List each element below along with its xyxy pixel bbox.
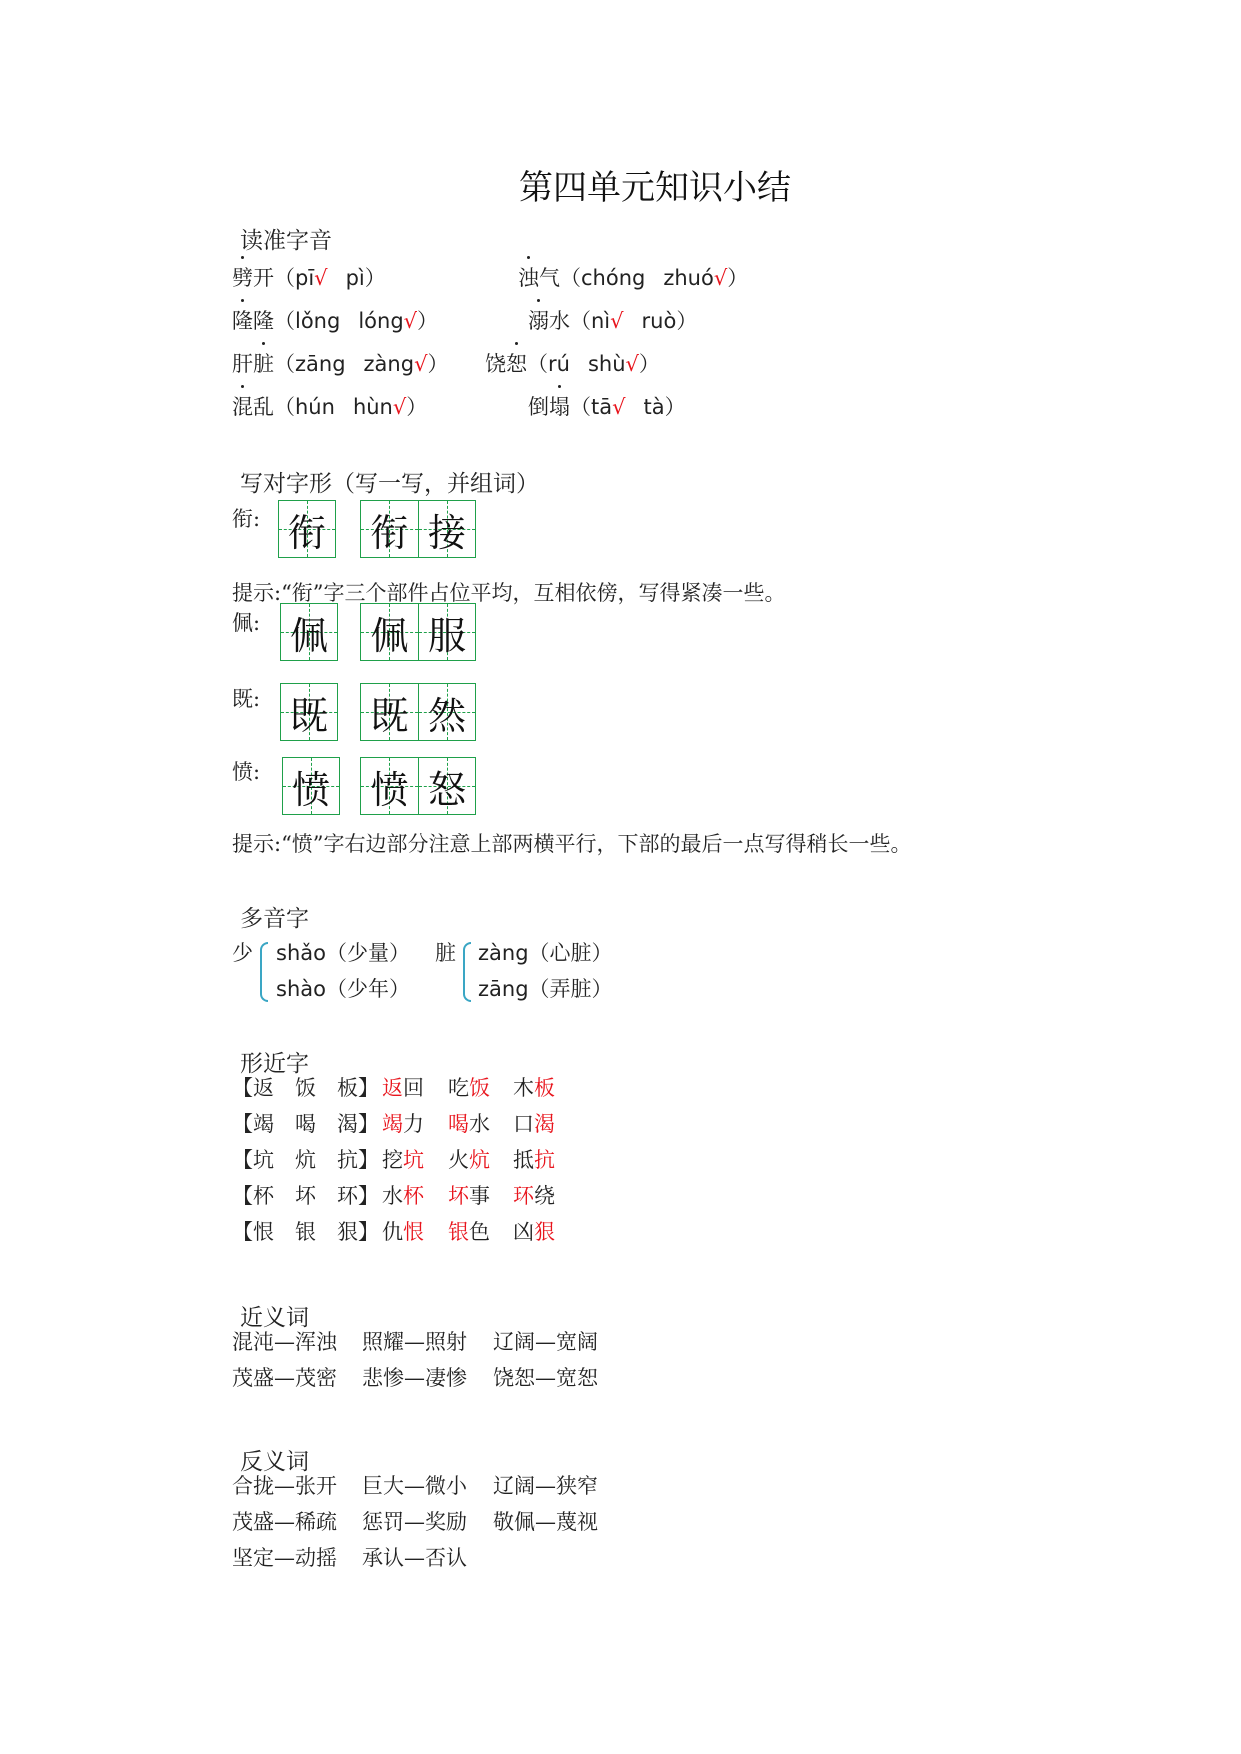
word-char: 水 [469, 1112, 490, 1136]
word-char: 抵 [513, 1148, 534, 1172]
tip-text: 提示:“愤”字右边部分注意上部两横平行，下部的最后一点写得稍长一些。 [232, 832, 912, 856]
word-char: 倒 [528, 395, 549, 419]
word-char: 肝 [232, 352, 253, 376]
word-char: 抗 [534, 1148, 555, 1172]
check-icon: √ [713, 266, 728, 290]
paren: （ [274, 352, 295, 376]
word-char: 力 [403, 1112, 424, 1136]
writing-grid [280, 683, 338, 741]
word-pair: 饶恕—宽恕 [493, 1366, 598, 1390]
grid-cell [418, 604, 475, 660]
check-icon: √ [612, 395, 626, 419]
polyphone-char: 少 [232, 941, 253, 965]
word-char: 挖 [382, 1148, 403, 1172]
pinyin-option: lǒng [295, 309, 341, 333]
word-char: 板 [534, 1076, 555, 1100]
word-char: 水 [382, 1184, 403, 1208]
similar-word [513, 1180, 555, 1210]
grid-char: 愤 [370, 767, 409, 812]
writing-grid [360, 603, 476, 661]
section-heading-writing: 写对字形（写一写，并组词） [240, 471, 539, 497]
word-pair: 承认—否认 [362, 1546, 467, 1570]
grid-cell [418, 758, 475, 814]
grid-cell [361, 758, 418, 814]
paren: ） [676, 309, 698, 333]
check-icon: √ [610, 309, 624, 333]
word-char: 口 [513, 1112, 534, 1136]
grid-cell [281, 604, 337, 660]
pronunciation-item [485, 348, 660, 378]
section-heading-pronunciation: 读准字音 [240, 228, 332, 254]
pinyin-option: pì [345, 266, 365, 290]
pinyin-option: tā [591, 395, 613, 419]
paren: （ [274, 309, 295, 333]
similar-word [382, 1180, 424, 1210]
pinyin-option: zhuó [663, 266, 714, 290]
word-char: 气 [539, 266, 560, 290]
brace-icon [260, 942, 268, 1002]
word-pair: 巨大—微小 [362, 1474, 467, 1498]
similar-group: 【返 饭 板】 [232, 1076, 379, 1100]
word-char: 木 [513, 1076, 534, 1100]
word-pair: 辽阔—狭窄 [493, 1474, 598, 1498]
check-icon: √ [625, 352, 639, 376]
word-char: 饶 [485, 352, 506, 376]
writing-grid [360, 683, 476, 741]
page-title: 第四单元知识小结 [519, 168, 791, 208]
word-char: 狠 [534, 1220, 555, 1244]
brace-icon [463, 942, 471, 1002]
pinyin-option: nì [591, 309, 611, 333]
grid-char: 愤 [291, 767, 330, 812]
word-char: 恨 [403, 1220, 424, 1244]
similar-group: 【竭 喝 渴】 [232, 1112, 379, 1136]
word-char: 色 [469, 1220, 490, 1244]
similar-word [448, 1216, 490, 1246]
dotted-char: 恕 [506, 348, 527, 378]
word-char: 乱 [253, 395, 274, 419]
pinyin-option: tà [643, 395, 665, 419]
paren: ） [417, 309, 439, 333]
word-char: 水 [549, 309, 570, 333]
word-char: 火 [448, 1148, 469, 1172]
grid-cell [281, 684, 337, 740]
word-pair: 混沌—浑浊 [232, 1330, 337, 1354]
word-char: 回 [403, 1076, 424, 1100]
section-heading-synonyms: 近义词 [240, 1305, 309, 1331]
dotted-char: 隆 [232, 305, 253, 335]
grid-char: 接 [427, 510, 466, 555]
word-char: 吃 [448, 1076, 469, 1100]
paren: （ [527, 352, 548, 376]
polyphone-reading [478, 937, 613, 967]
char-label: 衔: [232, 507, 261, 531]
check-icon: √ [392, 395, 407, 419]
paren: （ [560, 266, 581, 290]
word-pair: 坚定—动摇 [232, 1546, 337, 1570]
word-char: 隆 [253, 309, 274, 333]
word-char: 环 [513, 1184, 534, 1208]
pronunciation-item [528, 391, 686, 421]
char-label: 愤: [232, 760, 261, 784]
section-heading-antonyms: 反义词 [240, 1449, 309, 1475]
grid-char: 衔 [370, 510, 409, 555]
grid-char: 然 [427, 693, 466, 738]
paren: （ [274, 266, 295, 290]
grid-char: 服 [427, 613, 466, 658]
similar-word [382, 1216, 424, 1246]
pronunciation-item [528, 305, 697, 335]
similar-word [513, 1108, 555, 1138]
paren: ） [727, 266, 749, 290]
grid-cell [418, 684, 475, 740]
word-char: 喝 [448, 1112, 469, 1136]
similar-word [448, 1144, 490, 1174]
paren: ） [664, 395, 686, 419]
char-label: 佩: [232, 611, 261, 635]
similar-word [382, 1108, 424, 1138]
pronunciation-item [232, 305, 438, 335]
pinyin-option: ruò [641, 309, 677, 333]
section-heading-polyphone: 多音字 [240, 906, 309, 932]
word-char: 开 [253, 266, 274, 290]
pinyin-option: zāng [295, 352, 346, 376]
polyphone-reading [478, 973, 613, 1003]
polyphone-word: （少年） [325, 977, 410, 1001]
pinyin: zāng [478, 977, 529, 1001]
pinyin-option: zàng [363, 352, 415, 376]
word-pair: 敬佩—蔑视 [493, 1510, 598, 1534]
grid-cell [361, 501, 418, 557]
dotted-char: 溺 [528, 305, 549, 335]
similar-group: 【恨 银 狠】 [232, 1220, 379, 1244]
word-char: 银 [448, 1220, 469, 1244]
pinyin: zàng [478, 941, 529, 965]
word-pair: 悲惨—凄惨 [362, 1366, 467, 1390]
paren: ） [638, 352, 660, 376]
word-char: 竭 [382, 1112, 403, 1136]
writing-grid [360, 500, 476, 558]
similar-word [448, 1180, 490, 1210]
word-pair: 辽阔—宽阔 [493, 1330, 598, 1354]
pronunciation-item [518, 262, 748, 292]
paren: ） [406, 395, 428, 419]
similar-word [513, 1144, 555, 1174]
writing-grid [282, 757, 340, 815]
polyphone-word: （少量） [325, 941, 410, 965]
pinyin-option: hún [295, 395, 335, 419]
polyphone-word: （弄脏） [528, 977, 613, 1001]
writing-grid [278, 500, 336, 558]
check-icon: √ [314, 266, 328, 290]
dotted-char: 浊 [518, 262, 539, 292]
pronunciation-item [232, 391, 427, 421]
word-pair: 合拢—张开 [232, 1474, 337, 1498]
grid-char: 既 [370, 693, 409, 738]
writing-grid [360, 757, 476, 815]
char-label: 既: [232, 687, 261, 711]
similar-group: 【坑 炕 抗】 [232, 1148, 379, 1172]
word-pair: 惩罚—奖励 [362, 1510, 467, 1534]
paren: （ [570, 309, 591, 333]
grid-char: 佩 [289, 613, 328, 658]
grid-char: 既 [289, 693, 328, 738]
grid-cell [361, 684, 418, 740]
check-icon: √ [403, 309, 418, 333]
grid-cell [279, 501, 335, 557]
dotted-char: 劈 [232, 262, 253, 292]
word-char: 返 [382, 1076, 403, 1100]
dotted-char: 塌 [549, 391, 570, 421]
dotted-char: 混 [232, 391, 253, 421]
section-heading-similar: 形近字 [240, 1051, 309, 1077]
word-pair: 茂盛—茂密 [232, 1366, 337, 1390]
polyphone-reading [276, 937, 410, 967]
word-char: 坑 [403, 1148, 424, 1172]
word-char: 饭 [469, 1076, 490, 1100]
pinyin-option: lóng [358, 309, 404, 333]
similar-word [448, 1072, 490, 1102]
tip-text: 提示:“衔”字三个部件占位平均，互相依傍，写得紧凑一些。 [232, 581, 786, 605]
paren: （ [274, 395, 295, 419]
similar-word [513, 1216, 555, 1246]
word-char: 杯 [403, 1184, 424, 1208]
word-char: 渴 [534, 1112, 555, 1136]
check-icon: √ [414, 352, 428, 376]
word-char: 坏 [448, 1184, 469, 1208]
polyphone-word: （心脏） [528, 941, 613, 965]
pinyin-option: chóng [581, 266, 646, 290]
pronunciation-item [232, 262, 386, 292]
paren: ） [427, 352, 449, 376]
word-char: 炕 [469, 1148, 490, 1172]
pinyin-option: pī [295, 266, 315, 290]
polyphone-char: 脏 [435, 941, 456, 965]
similar-word [448, 1108, 490, 1138]
grid-char: 佩 [370, 613, 409, 658]
word-char: 事 [469, 1184, 490, 1208]
grid-cell [418, 501, 475, 557]
similar-word [382, 1072, 424, 1102]
word-pair: 茂盛—稀疏 [232, 1510, 337, 1534]
grid-char: 衔 [287, 510, 326, 555]
similar-word [382, 1144, 424, 1174]
similar-group: 【杯 坏 环】 [232, 1184, 379, 1208]
similar-word [513, 1072, 555, 1102]
word-char: 绕 [534, 1184, 555, 1208]
paren: （ [570, 395, 591, 419]
paren: ） [364, 266, 386, 290]
grid-cell [361, 604, 418, 660]
grid-char: 怒 [427, 767, 466, 812]
word-char: 仇 [382, 1220, 403, 1244]
pronunciation-item [232, 348, 448, 378]
pinyin: shào [276, 977, 326, 1001]
pinyin-option: hùn [352, 395, 393, 419]
pinyin-option: shù [587, 352, 626, 376]
writing-grid [280, 603, 338, 661]
word-pair: 照耀—照射 [362, 1330, 467, 1354]
dotted-char: 脏 [253, 348, 274, 378]
pinyin-option: rú [548, 352, 570, 376]
word-char: 凶 [513, 1220, 534, 1244]
grid-cell [283, 758, 339, 814]
polyphone-reading [276, 973, 410, 1003]
pinyin: shǎo [276, 941, 326, 965]
